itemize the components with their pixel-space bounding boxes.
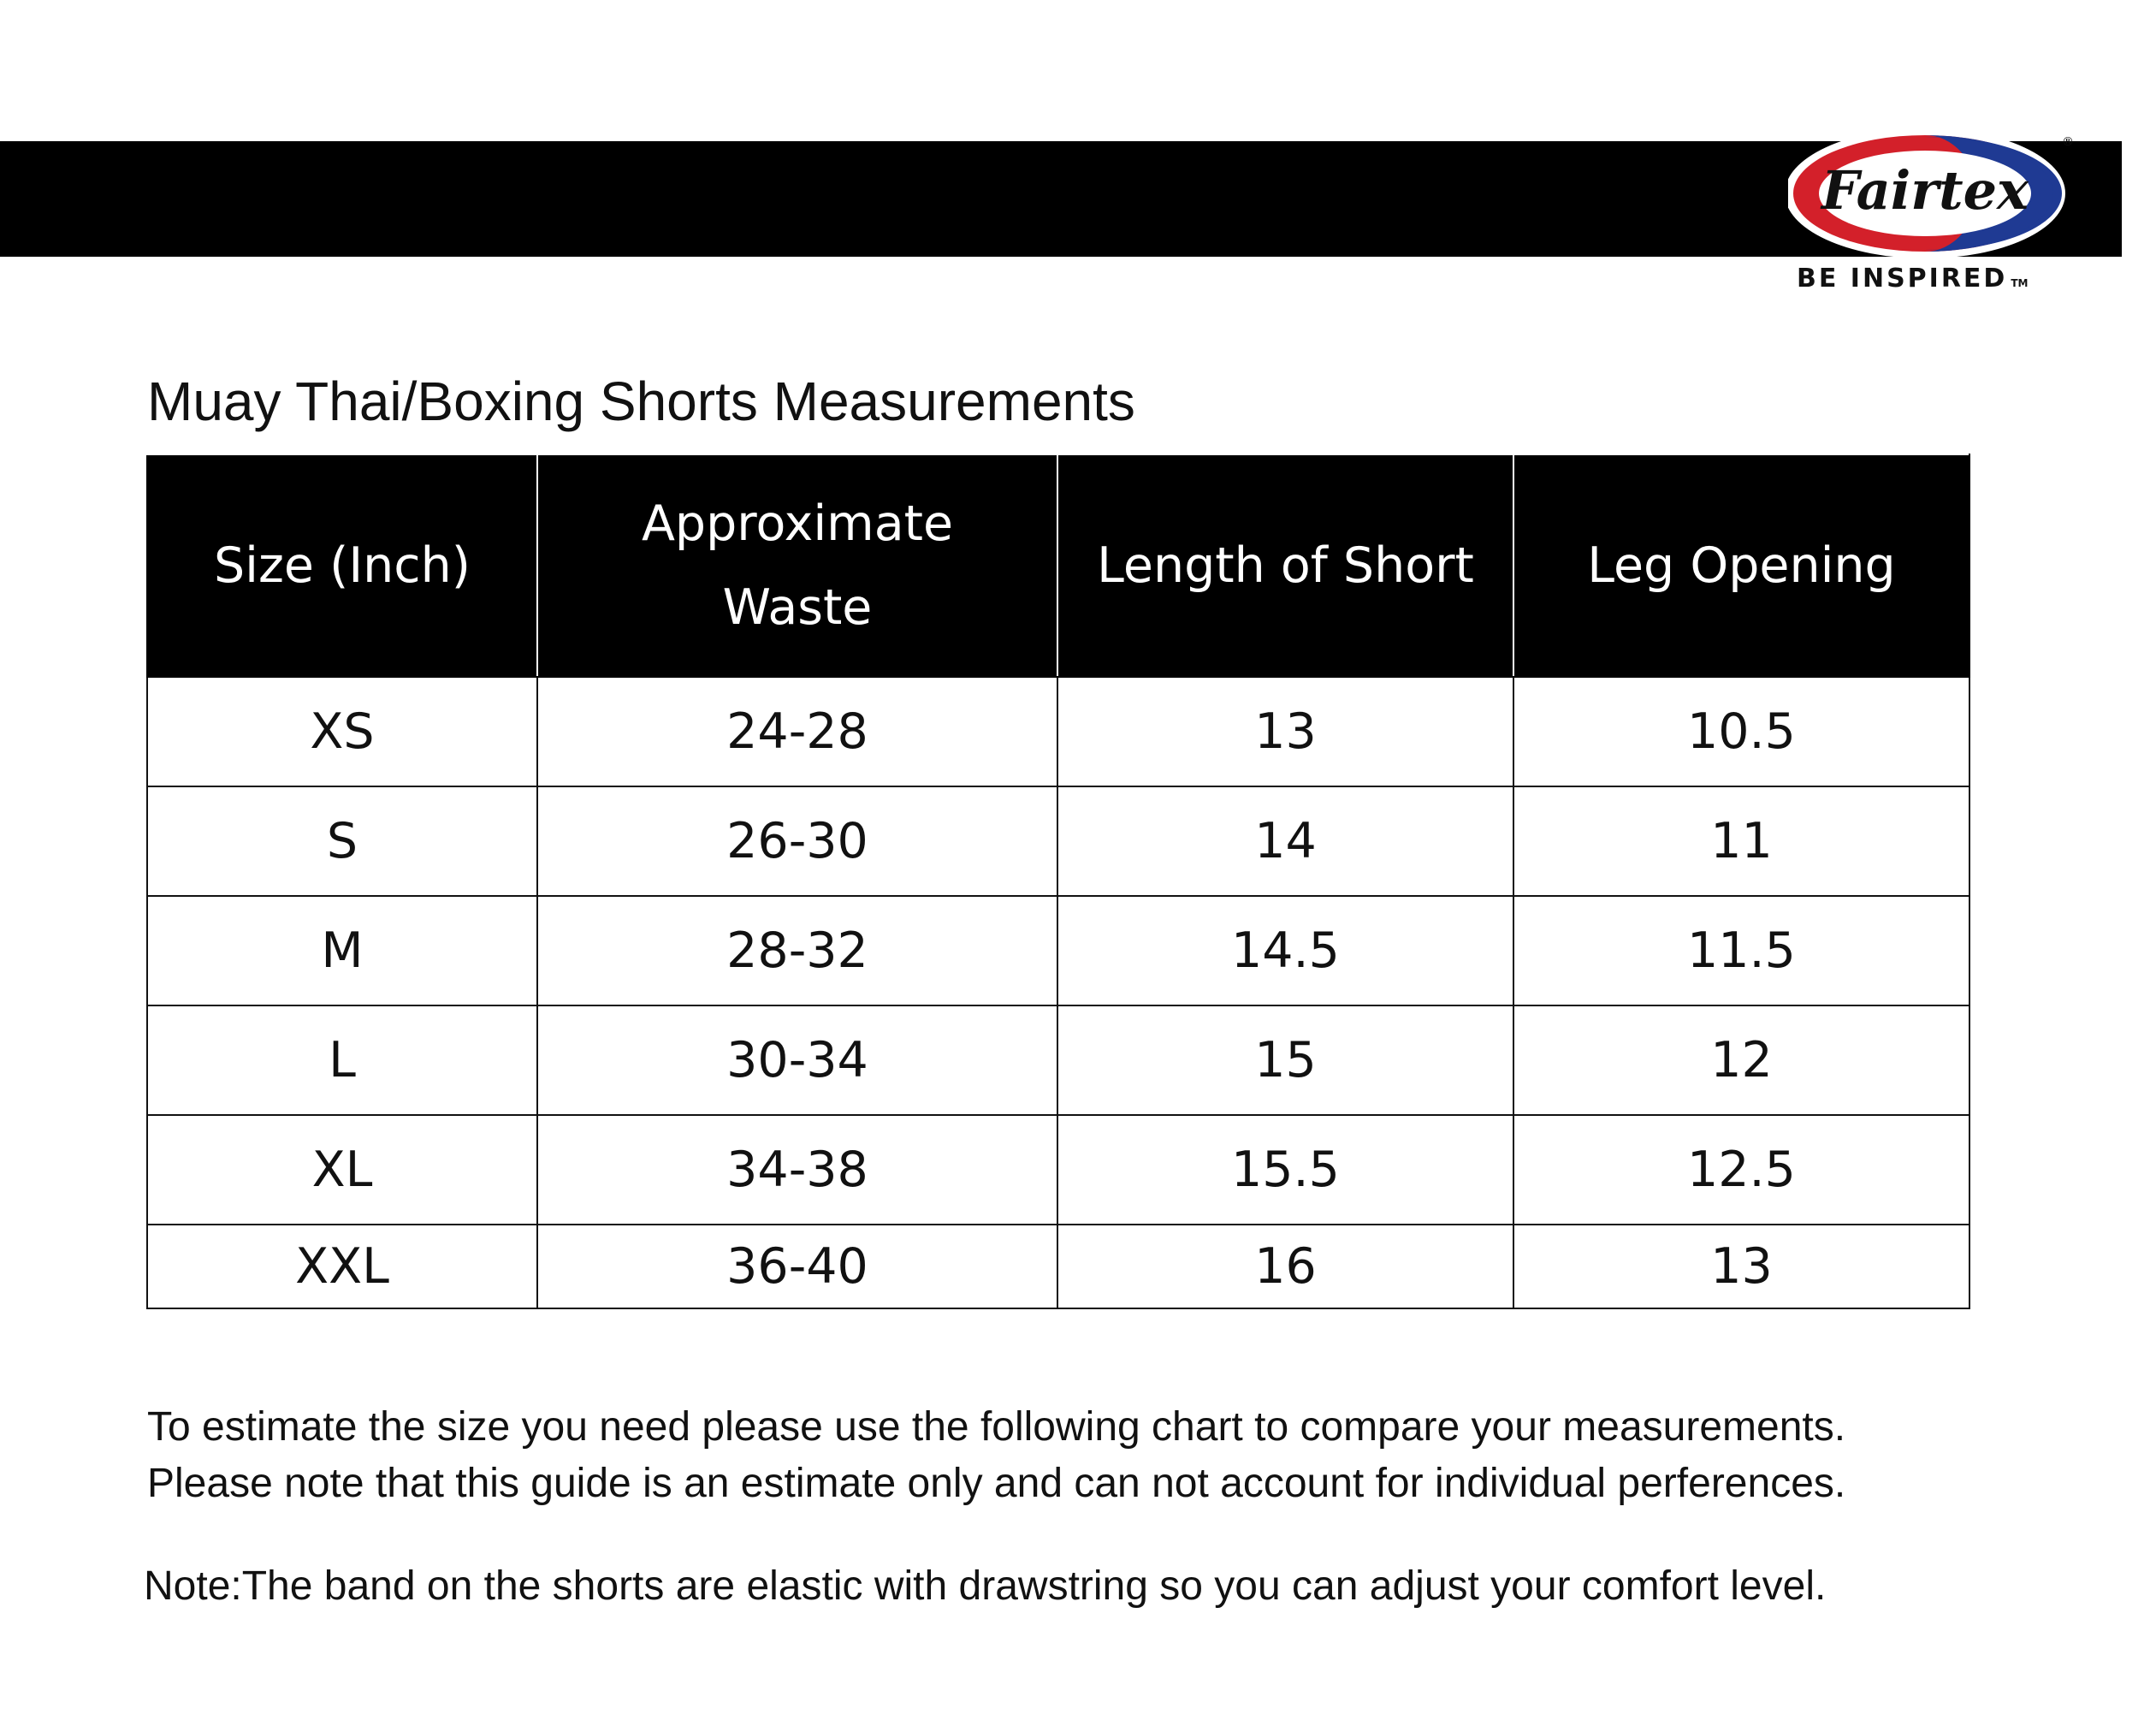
cell-size: XL (147, 1115, 537, 1225)
cell-size: M (147, 896, 537, 1005)
logo-wordmark: Fairtex (1821, 159, 2029, 222)
note-waistband: Note:The band on the shorts are elastic with drawstring so you can adjust your comfort level. (144, 1563, 1827, 1609)
table-row (147, 1225, 1969, 1308)
cell-leg: 11 (1513, 786, 1969, 896)
cell-waist: 26-30 (537, 786, 1057, 896)
cell-leg: 10.5 (1513, 677, 1969, 786)
header-size: Size (Inch) (147, 454, 537, 677)
header-length: Length of Short (1057, 454, 1513, 677)
cell-waist: 30-34 (537, 1005, 1057, 1115)
header-waist (537, 454, 1057, 677)
cell-size: XXL (147, 1225, 537, 1308)
table-row (147, 786, 1969, 896)
header-waist-line2: Waste (722, 579, 873, 636)
registered-mark: ® (2062, 135, 2074, 149)
cell-length: 13 (1057, 677, 1513, 786)
note-disclaimer: Please note that this guide is an estimate only and can not account for individual perferences. (147, 1461, 1846, 1506)
tagline-text: BE INSPIRED (1797, 264, 2008, 294)
table-row (147, 896, 1969, 1005)
cell-leg: 12 (1513, 1005, 1969, 1115)
header-waist-line1: Approximate (641, 495, 954, 552)
size-chart-table (146, 454, 1970, 1309)
cell-leg: 12.5 (1513, 1115, 1969, 1225)
cell-length: 15 (1057, 1005, 1513, 1115)
cell-length: 14 (1057, 786, 1513, 896)
cell-length: 16 (1057, 1225, 1513, 1308)
table-header-row (147, 454, 1969, 677)
cell-size: S (147, 786, 537, 896)
cell-waist: 34-38 (537, 1115, 1057, 1225)
note-estimate: To estimate the size you need please use the following chart to compare your measurements. (147, 1404, 1846, 1450)
table-row (147, 1115, 1969, 1225)
header-leg-opening: Leg Opening (1513, 454, 1969, 677)
brand-tagline (1797, 264, 2028, 294)
table-row (147, 677, 1969, 786)
cell-size: XS (147, 677, 537, 786)
cell-length: 14.5 (1057, 896, 1513, 1005)
cell-leg: 13 (1513, 1225, 1969, 1308)
cell-waist: 28-32 (537, 896, 1057, 1005)
cell-waist: 24-28 (537, 677, 1057, 786)
cell-waist: 36-40 (537, 1225, 1057, 1308)
trademark-mark: TM (2011, 277, 2029, 289)
table-row (147, 1005, 1969, 1115)
cell-length: 15.5 (1057, 1115, 1513, 1225)
page-title: Muay Thai/Boxing Shorts Measurements (147, 371, 1135, 432)
cell-size: L (147, 1005, 537, 1115)
cell-leg: 11.5 (1513, 896, 1969, 1005)
